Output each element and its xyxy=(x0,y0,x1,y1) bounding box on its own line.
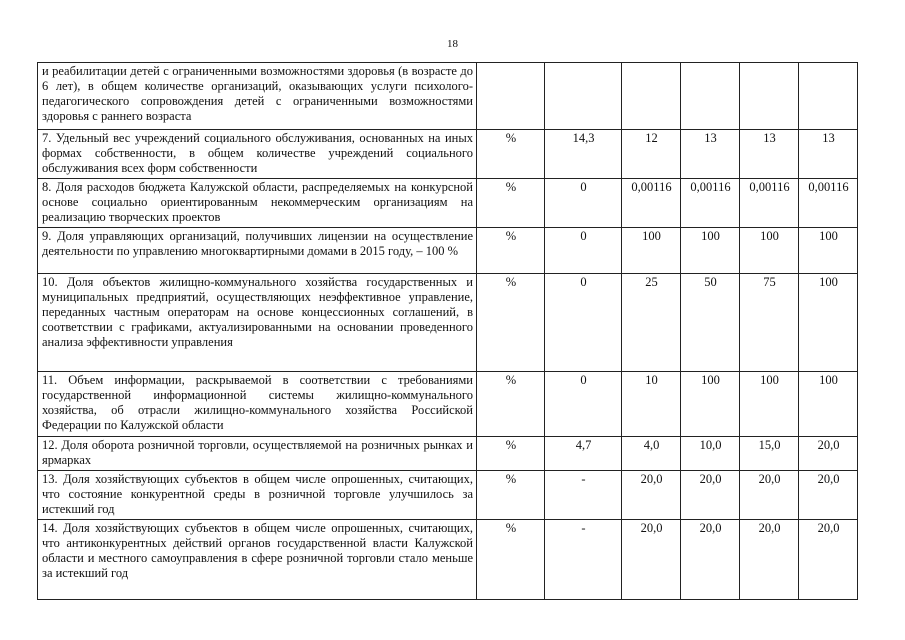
indicator-description: 7. Удельный вес учреждений социального обслуживания, основанных на иных формах собственности, в общем количестве учреждений социального обслуживания всех форм собственности xyxy=(38,130,477,179)
indicator-value-5: 0,00116 xyxy=(799,179,858,228)
indicator-value-4: 100 xyxy=(740,372,799,437)
indicator-value-5: 20,0 xyxy=(799,520,858,600)
indicator-value-2: 20,0 xyxy=(622,471,681,520)
indicator-unit: % xyxy=(477,228,545,274)
indicator-value-2: 12 xyxy=(622,130,681,179)
indicator-description: и реабилитации детей с ограниченными возможностями здоровья (в возрасте до 6 лет), в общем количестве организаций, оказывающих услуги психолого-педагогического сопровождения детей с ограниченными возможностями здоровья с раннего возраста xyxy=(38,63,477,130)
table-row xyxy=(38,471,858,520)
indicator-value-4: 75 xyxy=(740,274,799,372)
indicator-description: 8. Доля расходов бюджета Калужской области, распределяемых на конкурсной основе социально ориентированным некоммерческим организациям на реализацию творческих проектов xyxy=(38,179,477,228)
indicator-description: 12. Доля оборота розничной торговли, осуществляемой на розничных рынках и ярмарках xyxy=(38,437,477,471)
indicator-unit: % xyxy=(477,372,545,437)
table-row xyxy=(38,520,858,600)
indicator-value-1: 0 xyxy=(545,372,622,437)
indicator-value-4: 15,0 xyxy=(740,437,799,471)
indicator-value-4: 13 xyxy=(740,130,799,179)
indicator-unit: % xyxy=(477,520,545,600)
indicator-description: 10. Доля объектов жилищно-коммунального хозяйства государственных и муниципальных предприятий, осуществляющих неэффективное управление, переданных частным операторам на основе концессионных соглашений, в соответствии с графиками, актуализированными на основании проведенного анализа эффективности управления xyxy=(38,274,477,372)
indicator-value-5: 100 xyxy=(799,274,858,372)
indicator-unit: % xyxy=(477,274,545,372)
indicator-value-5 xyxy=(799,63,858,130)
indicators-table xyxy=(37,62,858,600)
indicator-value-5: 100 xyxy=(799,228,858,274)
indicator-value-2: 25 xyxy=(622,274,681,372)
indicator-value-4: 0,00116 xyxy=(740,179,799,228)
indicator-value-1: - xyxy=(545,520,622,600)
indicator-description: 13. Доля хозяйствующих субъектов в общем числе опрошенных, считающих, что состояние конкурентной среды в розничной торговле улучшилось за истекший год xyxy=(38,471,477,520)
indicator-value-1: 14,3 xyxy=(545,130,622,179)
table-row xyxy=(38,179,858,228)
indicator-value-1 xyxy=(545,63,622,130)
indicator-value-3: 13 xyxy=(681,130,740,179)
indicator-description: 9. Доля управляющих организаций, получивших лицензии на осуществление деятельности по управлению многоквартирными домами в 2015 году, – 100 % xyxy=(38,228,477,274)
indicator-unit: % xyxy=(477,471,545,520)
indicator-value-3: 100 xyxy=(681,228,740,274)
table-row xyxy=(38,228,858,274)
indicator-value-3: 20,0 xyxy=(681,471,740,520)
indicator-description: 14. Доля хозяйствующих субъектов в общем числе опрошенных, считающих, что антиконкурентных действий органов государственной власти Калужской области и местного самоуправления в сфере розничной торговли стало меньше за истекший год xyxy=(38,520,477,600)
table-row xyxy=(38,130,858,179)
indicator-unit xyxy=(477,63,545,130)
indicator-value-2: 100 xyxy=(622,228,681,274)
table-row xyxy=(38,63,858,130)
indicator-value-5: 20,0 xyxy=(799,437,858,471)
indicator-value-3: 100 xyxy=(681,372,740,437)
page-number: 18 xyxy=(447,38,458,50)
indicator-value-1: 0 xyxy=(545,228,622,274)
indicator-value-2: 0,00116 xyxy=(622,179,681,228)
indicator-value-5: 13 xyxy=(799,130,858,179)
indicator-value-1: - xyxy=(545,471,622,520)
indicator-unit: % xyxy=(477,130,545,179)
indicator-value-4: 20,0 xyxy=(740,520,799,600)
indicator-value-1: 0 xyxy=(545,179,622,228)
indicator-value-4: 100 xyxy=(740,228,799,274)
indicator-value-3: 10,0 xyxy=(681,437,740,471)
indicator-value-2: 10 xyxy=(622,372,681,437)
indicator-value-3: 0,00116 xyxy=(681,179,740,228)
indicator-value-1: 4,7 xyxy=(545,437,622,471)
indicator-value-2 xyxy=(622,63,681,130)
indicator-value-1: 0 xyxy=(545,274,622,372)
indicator-description: 11. Объем информации, раскрываемой в соответствии с требованиями государственной информационной системы жилищно-коммунального хозяйства, об отрасли жилищно-коммунального хозяйства Российской Федерации по Калужской области xyxy=(38,372,477,437)
table-row xyxy=(38,372,858,437)
indicator-value-2: 4,0 xyxy=(622,437,681,471)
indicator-value-5: 100 xyxy=(799,372,858,437)
indicator-unit: % xyxy=(477,179,545,228)
table-row xyxy=(38,437,858,471)
indicator-value-3: 50 xyxy=(681,274,740,372)
indicator-value-5: 20,0 xyxy=(799,471,858,520)
indicator-value-4: 20,0 xyxy=(740,471,799,520)
indicator-value-2: 20,0 xyxy=(622,520,681,600)
table-row xyxy=(38,274,858,372)
indicator-value-4 xyxy=(740,63,799,130)
indicator-value-3: 20,0 xyxy=(681,520,740,600)
indicator-value-3 xyxy=(681,63,740,130)
indicator-unit: % xyxy=(477,437,545,471)
